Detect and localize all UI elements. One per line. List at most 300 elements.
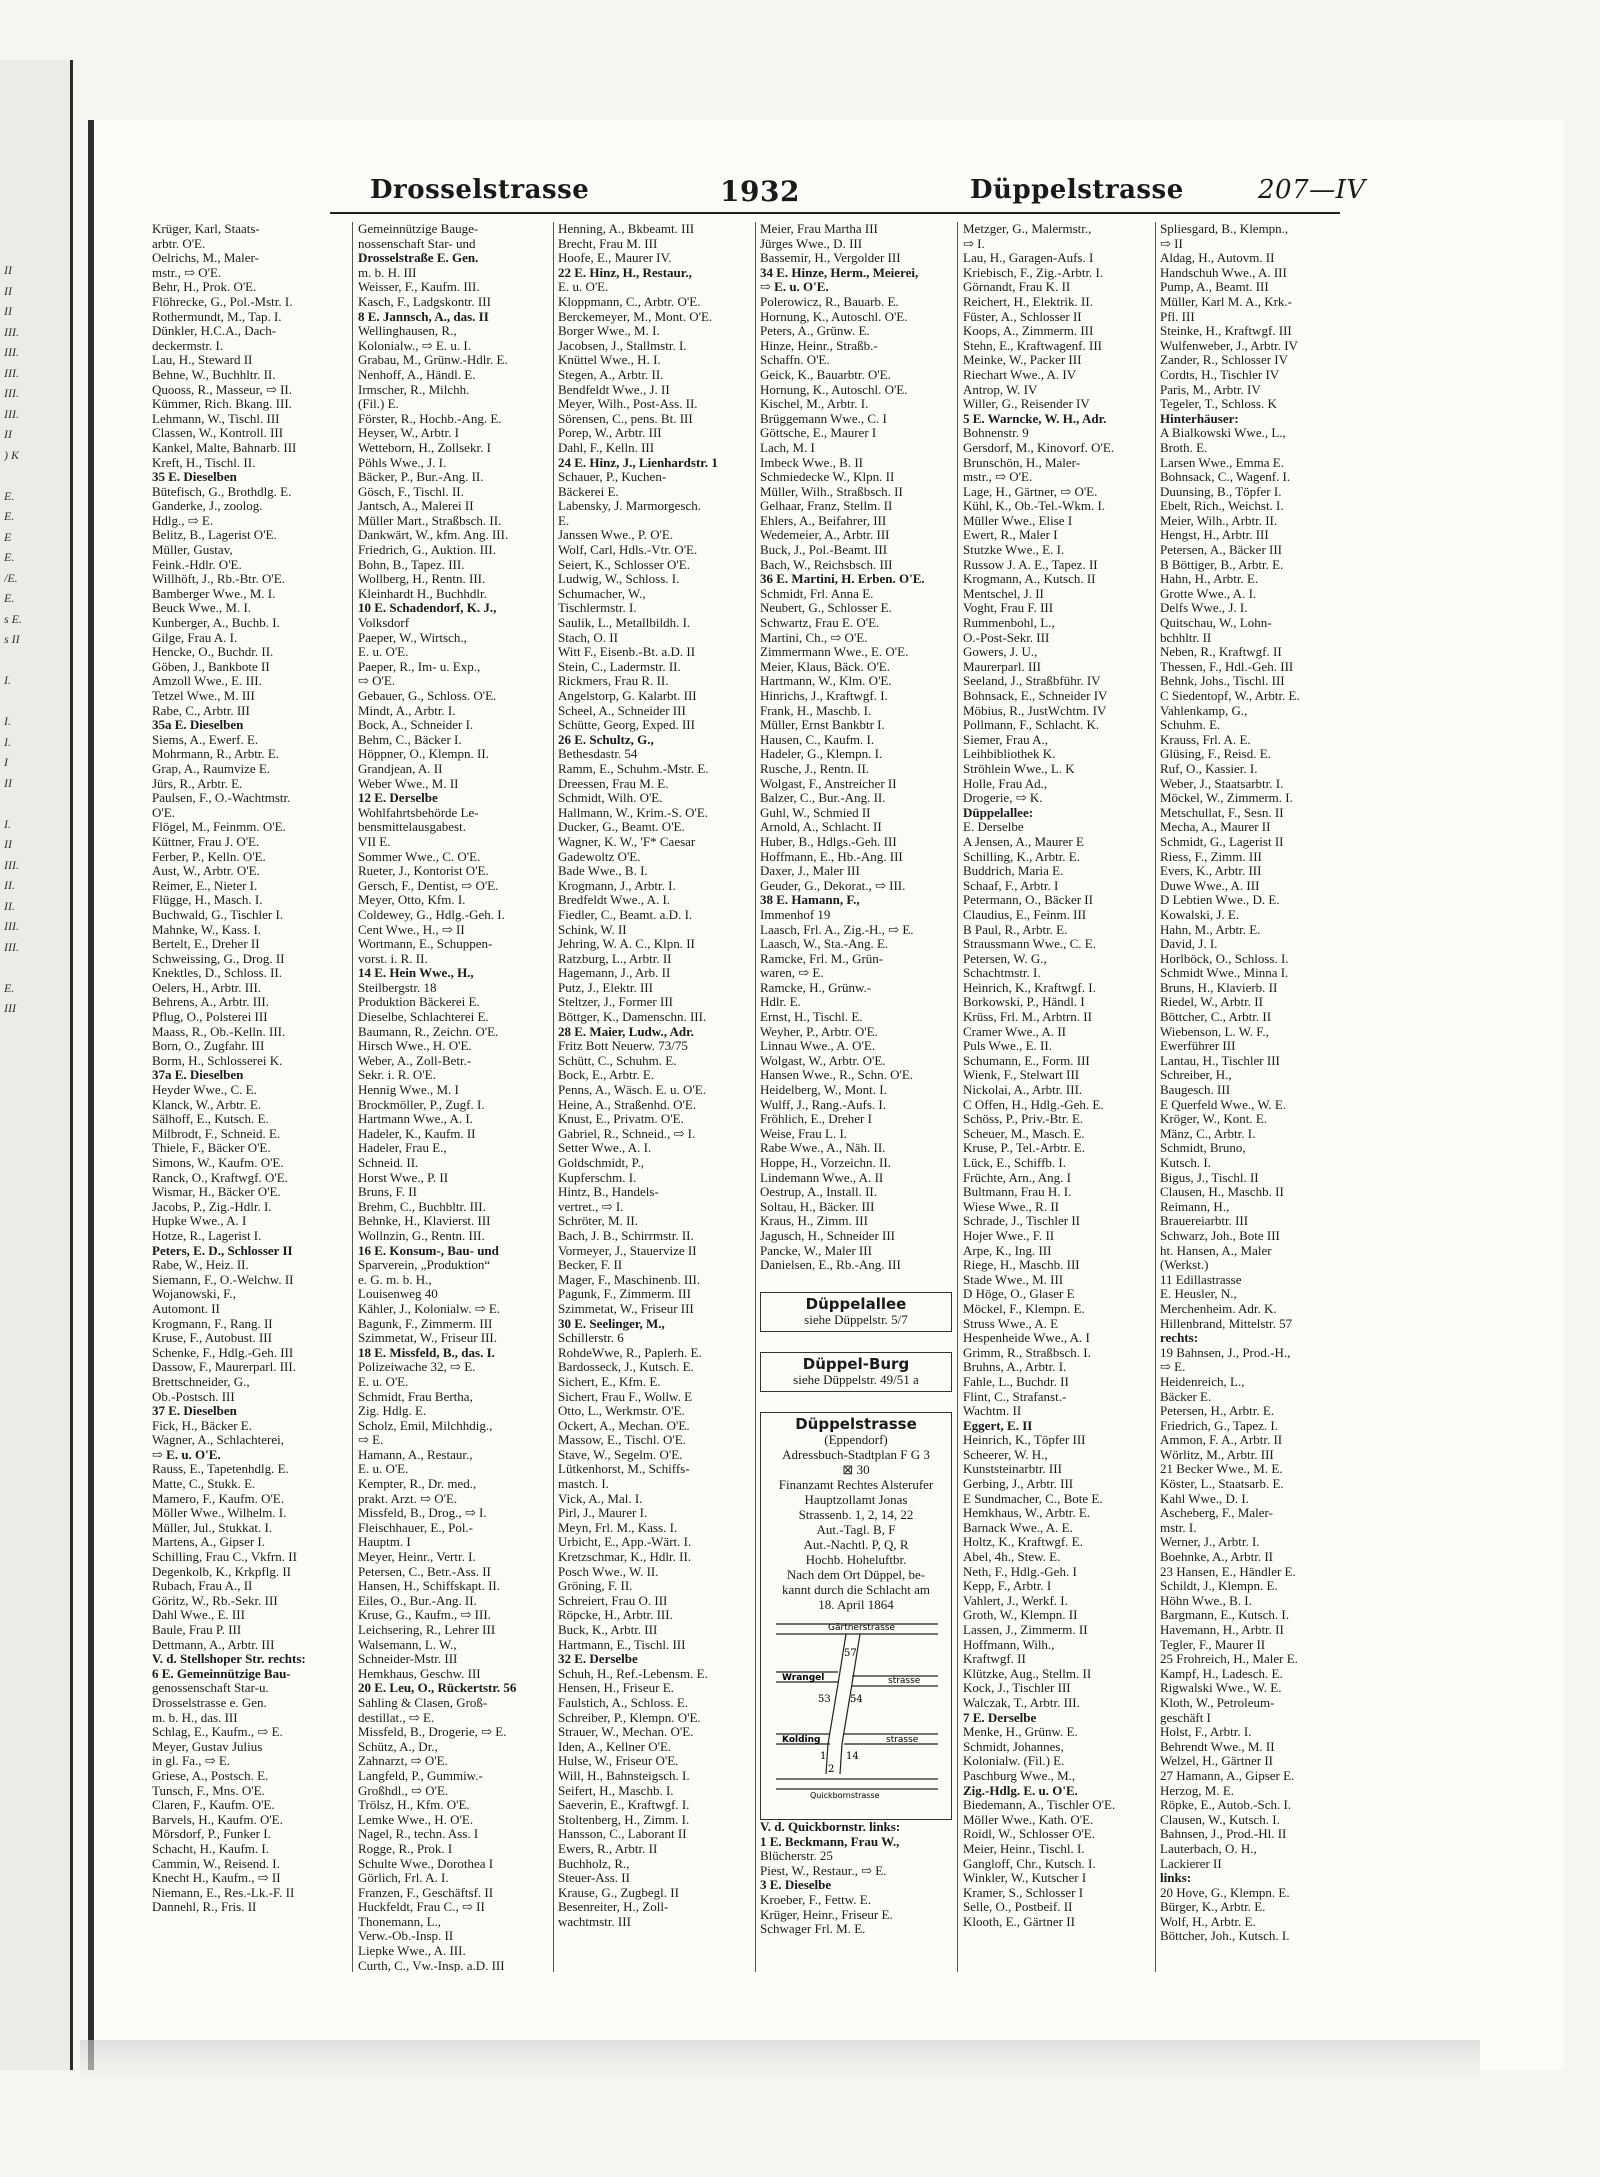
directory-entry-line: Pagunk, F., Zimmerm. III [558,1287,691,1302]
directory-entry-line: Gadewoltz O'E. [558,849,641,864]
directory-entry-line: Stade Wwe., M. III [963,1272,1064,1287]
directory-entry-line: Gebauer, G., Schloss. O'E. [358,689,497,703]
directory-entry-line: Stach, O. II [558,630,618,645]
directory-entry-line: Walsemann, L. W., [358,1637,457,1652]
directory-entry-line: Hinterhäuser: [1160,411,1239,426]
directory-entry-line: Heidelberg, W., Mont. I. [760,1083,887,1098]
directory-entry-line: Putz, J., Elektr. III [558,980,653,995]
directory-entry-line: 35 E. Dieselben [152,470,237,485]
margin-fragment: III. [4,939,19,954]
directory-entry-line: Lauterbach, O. H., [1160,1841,1257,1856]
directory-entry-line: Nenhoff, A., Händl. E. [358,367,476,382]
directory-entry-line: Ströhlein Wwe., L. K [963,761,1075,776]
directory-entry-line: Hartmann, W., Klm. O'E. [760,674,892,689]
directory-entry-line: Meinke, W., Packer III [963,353,1082,368]
directory-entry-line: Janssen Wwe., P. O'E. [558,528,674,543]
directory-entry-line: Knecht H., Kaufm., ⇨ II [152,1871,281,1886]
directory-entry-line: Ramcke, Frl. M., Grün- [760,951,884,966]
directory-entry-line: Siemann, F., O.-Welchw. II [152,1272,294,1287]
directory-entry-line: Hotze, R., Lagerist I. [152,1228,262,1243]
directory-entry-line: Lage, H., Gärtner, ⇨ O'E. [963,484,1098,499]
directory-entry-line: Bach, J. B., Schirrmstr. II. [558,1228,694,1243]
page-shadow [80,2040,1480,2080]
directory-entry-line: 10 E. Schadendorf, K. J., [358,601,497,616]
directory-entry-line: Hojer Wwe., F. II [963,1228,1055,1243]
directory-entry-line: Füster, A., Schlosser II [963,309,1082,324]
directory-entry-line: Röpke, E., Autob.-Sch. I. [1160,1798,1292,1813]
margin-fragment: II [4,837,12,851]
directory-entry-line: Wellinghausen, R., [358,324,457,339]
directory-entry-line: Hennig Wwe., M. I [358,1083,459,1098]
street-info-line: ⊠ 30 [842,1462,870,1477]
directory-entry-line: Siemer, Frau A., [963,732,1049,747]
directory-entry-line: Rabe, C., Arbtr. III [152,703,250,718]
directory-entry-line: Behrens, A., Arbtr. III. [152,995,269,1010]
directory-entry-line: O'E. [152,805,175,820]
directory-entry-line: Heyser, W., Arbtr. I [358,426,459,441]
directory-entry-line: Steuer-Ass. II [558,1871,630,1886]
directory-entry-line: Wachtm. II [963,1404,1022,1419]
directory-entry-line: Hallmann, W., Krim.-S. O'E. [558,805,709,820]
directory-entry-line: Sommer Wwe., C. O'E. [358,849,481,864]
directory-entry-line: 35a E. Dieselben [152,718,244,733]
margin-fragment: III. [4,386,19,400]
directory-entry-line: Krogmann, A., Kutsch. II [963,572,1096,587]
directory-entry-line: Weber, A., Zoll-Betr.- [358,1053,472,1068]
directory-entry-line: Evers, K., Arbtr. III [1160,864,1262,879]
directory-entry-line: Verw.-Ob.-Insp. II [358,1929,454,1944]
directory-entry-line: Kutsch. I. [1160,1156,1211,1170]
map-label-strasse: strasse [888,1676,921,1686]
directory-entry-line: Küttner, Frau J. O'E. [152,834,260,849]
directory-entry-line: Kraus, H., Zimm. III [760,1214,868,1229]
directory-entry-line: Wulff, J., Rang.-Aufs. I. [760,1097,886,1112]
directory-entry-line: Eiles, O., Bur.-Ang. II. [358,1593,477,1608]
directory-entry-line: Knüttel Wwe., H. I. [558,353,661,368]
directory-entry-line: Antrop, W. IV [963,382,1038,397]
directory-entry-line: Kümmer, Rich. Bkang. III. [152,397,292,412]
directory-entry-line: Henning, A., Bkbeamt. III [558,222,695,236]
right-street-heading: Düppelstrasse [970,175,1184,205]
directory-entry-line: Hamann, A., Restaur., [358,1447,473,1462]
directory-entry-line: Neubert, G., Schlosser E. [760,601,892,616]
directory-entry-line: Riechart Wwe., A. IV [963,367,1077,382]
directory-entry-line: Milbrodt, F., Schneid. E. [152,1126,281,1141]
directory-entry-line: Strauer, W., Mechan. O'E. [558,1725,694,1740]
directory-entry-line: Ramm, E., Schuhm.-Mstr. E. [558,761,709,776]
directory-entry-line: Hausen, C., Kaufm. I. [760,732,875,747]
directory-entry-line: Schweissing, G., Drog. II [152,951,285,966]
directory-entry-line: Arnold, A., Schlacht. II [760,820,882,835]
box-title: Düppelstrasse [795,1415,917,1433]
directory-entry-line: Behne, W., Buchhltr. II. [152,367,276,382]
directory-entry-line: Rubach, Frau A., II [152,1579,253,1594]
directory-entry-line: Gowers, J. U., [963,645,1038,660]
directory-entry-line: Meier, Klaus, Bäck. O'E. [760,659,890,674]
box-text: siehe Düppelstr. 49/51 a [793,1372,919,1387]
directory-entry-line: 20 Hove, G., Klempn. E. [1160,1885,1290,1900]
directory-entry-line: Borkowski, P., Händl. I [963,995,1085,1010]
directory-entry-line: Born, O., Zugfahr. III [152,1039,265,1054]
margin-fragment: I. [4,734,11,749]
directory-entry-line: Fleischhauer, E., Pol.- [358,1520,474,1535]
margin-fragment: E. [4,550,15,564]
directory-entry-line: Heine, A., Straßenhd. O'E. [558,1097,697,1112]
directory-entry-line: Hauptm. I [358,1535,411,1550]
margin-fragment [4,1101,54,1122]
directory-entry-line: Behr, H., Prok. O'E. [152,280,257,295]
directory-entry-line: Pollmann, F., Schlacht. K. [963,718,1100,733]
directory-entry-line: Weise, Frau L. I. [760,1126,848,1141]
directory-entry-line: VII E. [358,834,391,849]
directory-entry-line: Leihbibliothek K. [963,747,1056,762]
directory-entry-line: Martini, Ch., ⇨ O'E. [760,630,868,645]
directory-entry-line: Classen, W., Kontroll. III [152,426,284,441]
directory-entry-line: Besenreiter, H., Zoll- [558,1900,669,1915]
directory-entry-line: Görlich, Frl. A. I. [358,1871,449,1886]
directory-entry-line: Hirsch Wwe., H. O'E. [358,1039,472,1054]
directory-entry-line: Wollberg, H., Rentn. III. [358,572,486,587]
directory-entry-line: Willhöft, J., Rb.-Btr. O'E. [152,572,285,587]
directory-entry-line: Kepp, F., Arbtr. I [963,1579,1052,1594]
directory-entry-line: Bock, E., Arbtr. E. [558,1068,655,1083]
directory-entry-line: 3 E. Dieselbe [760,1878,832,1893]
directory-entry-line: Görnandt, Frau K. II [963,280,1071,295]
directory-entry-line: Köster, L., Staatsarb. E. [1160,1477,1284,1492]
directory-entry-line: Weber Wwe., M. II [358,776,459,791]
directory-entry-line: Müller, Karl M. A., Krk.- [1160,294,1292,309]
directory-entry-line: Hdlg., ⇨ E. [152,513,214,528]
directory-entry-line: Tegeler, T., Schloss. K [1160,397,1277,412]
directory-entry-line: Sahling & Clasen, Groß- [358,1695,488,1710]
directory-entry-line: 5 E. Warncke, W. H., Adr. [963,411,1107,426]
directory-entry-line: Tetzel Wwe., M. III [152,689,255,703]
directory-entry-line: Ammon, F. A., Arbtr. II [1160,1433,1283,1448]
directory-entry-line: Brunschön, H., Maler- [963,455,1081,470]
margin-fragment: I. [4,714,11,728]
street-map [768,1614,946,1802]
directory-entry-line: Aust, W., Arbtr. O'E. [152,864,260,879]
directory-entry-line: Vick, A., Mal. I. [558,1491,643,1506]
directory-entry-line: Bahnsen, J., Prod.-Hl. II [1160,1827,1287,1842]
directory-entry-line: Simons, W., Kaufm. O'E. [152,1156,284,1170]
directory-entry-line: Jacobs, P., Zig.-Hdlr. I. [152,1199,272,1214]
directory-entry-line: deckermstr. I. [152,338,224,353]
directory-entry-line: E. Derselbe [963,820,1024,835]
directory-entry-line: Wolgast, W., Arbtr. O'E. [760,1053,886,1068]
directory-entry-line: Massow, E., Tischl. O'E. [558,1433,686,1448]
directory-entry-line: E. u. O'E. [358,1374,409,1389]
directory-entry-line: Angelstorp, G. Kalarbt. III [558,689,697,703]
directory-entry-line: ⇨ O'E. [358,674,396,689]
directory-entry-line: Havemann, H., Arbtr. II [1160,1623,1284,1637]
directory-entry-line: Bigus, J., Tischl. II [1160,1170,1259,1185]
map-house-number: 14 [846,1751,859,1762]
directory-entry-line: Flögel, M., Feinmm. O'E. [152,820,286,835]
directory-entry-line: Wiebenson, L. W. F., [1160,1024,1269,1039]
directory-entry-line: Polizeiwache 32, ⇨ E. [358,1360,476,1375]
directory-entry-line: Kroeber, F., Fettw. E. [760,1892,871,1907]
directory-entry-line: Düppelallee: [963,805,1034,820]
directory-entry-line: Gersch, F., Dentist, ⇨ O'E. [358,878,499,893]
directory-entry-line: Walczak, T., Arbtr. III. [963,1695,1080,1710]
directory-entry-line: Jürges Wwe., D. III [760,236,863,251]
directory-entry-line: Kahl Wwe., D. I. [1160,1491,1249,1506]
directory-entry-line: E. Heusler, N., [1160,1287,1237,1302]
directory-entry-line: Bruhns, A., Arbtr. I. [963,1360,1067,1375]
directory-entry-line: Dahl, F., Kelln. III [558,440,655,455]
directory-entry-line: Kriebisch, F., Zig.-Arbtr. I. [963,265,1104,280]
directory-entry-line: Schneid. II. [358,1156,419,1170]
directory-entry-line: Gersdorf, M., Kinovorf. O'E. [963,440,1115,455]
directory-entry-line: Hansen Wwe., R., Schn. O'E. [760,1068,914,1083]
directory-entry-line: Krüss, Frl. M., Arbtrn. II [963,1010,1092,1025]
directory-entry-line: Ratzburg, L., Arbtr. II [558,951,672,966]
directory-entry-line: Trölsz, H., Kfm. O'E. [358,1798,470,1813]
directory-entry-line: 22 E. Hinz, H., Restaur., [558,265,692,280]
directory-entry-line: Matte, C., Stukk. E. [152,1477,256,1492]
directory-entry-line: Lau, H., Steward II [152,353,253,368]
directory-entry-line: 18 E. Missfeld, B., das. I. [358,1345,495,1360]
directory-entry-line: Frank, H., Maschb. I. [760,703,872,718]
directory-entry-line: Riege, H., Maschb. III [963,1258,1080,1273]
directory-entry-line: Witt F., Eisenb.-Bt. a.D. II [558,645,696,660]
directory-entry-line: Herzog, M. E. [1160,1783,1235,1798]
directory-entry-line: Dreessen, Frau M. E. [558,776,669,791]
directory-entry-line: A Jensen, A., Maurer E [963,834,1084,849]
directory-entry-line: Kloth, W., Petroleum- [1160,1695,1275,1710]
directory-entry-line: Grap, A., Raumvize E. [152,761,271,776]
directory-entry-line: Bade Wwe., B. I. [558,864,648,879]
directory-entry-line: Schwarz, Joh., Bote III [1160,1228,1280,1243]
directory-entry-line: Nickolai, A., Arbtr. III. [963,1083,1083,1098]
directory-entry-line: E. u. O'E. [558,280,609,295]
directory-entry-line: Berckemeyer, M., Mont. O'E. [558,309,713,324]
directory-entry-line: Hagemann, J., Arb. II [558,966,671,981]
directory-entry-line: ⇨ E. u. O'E. [152,1447,221,1462]
directory-entry-line: Steltzer, J., Former III [558,995,674,1010]
directory-entry-line: Krüger, Karl, Staats- [152,222,260,236]
directory-entry-line: Kasch, F., Ladgskontr. III [358,294,491,309]
directory-entry-line: Kunberger, A., Buchb. I. [152,616,280,631]
directory-entry-line: 6 E. Gemeinnützige Bau- [152,1666,291,1681]
directory-entry-line: Werner, J., Arbtr. I. [1160,1535,1260,1550]
directory-entry-line: Ferber, P., Kelln. O'E. [152,849,266,864]
directory-entry-line: Mänz, C., Arbtr. I. [1160,1126,1256,1141]
directory-entry-line: Bürger, K., Arbtr. E. [1160,1900,1266,1915]
directory-entry-line: Fick, H., Bäcker E. [152,1418,253,1433]
directory-entry-line: Tunsch, F., Mns. O'E. [152,1783,265,1798]
directory-entry-line: Zig. Hdlg. E. [358,1404,427,1419]
directory-entry-line: Dünkler, H.C.A., Dach- [152,324,277,339]
directory-entry-line: Reichert, H., Elektrik. II. [963,294,1093,309]
margin-fragment [4,465,54,486]
map-label-wrangel: Wrangel [782,1673,825,1683]
map-house-number: 54 [850,1694,863,1705]
directory-entry-line: Petersen, H., Arbtr. E. [1160,1404,1275,1419]
directory-entry-line: Otto, L., Werkmstr. O'E. [558,1404,685,1419]
directory-entry-line: Dassow, F., Maurerparl. III. [152,1360,296,1375]
directory-entry-line: Ob.-Postsch. III [152,1389,235,1404]
directory-entry-line: Hadeler, Frau E., [358,1141,447,1156]
column-divider [957,222,958,1972]
directory-entry-line: Kruse, P., Tel.-Arbtr. E. [963,1141,1085,1156]
directory-entry-line: Blücherstr. 25 [760,1849,833,1864]
directory-entry-line: Puls Wwe., E. II. [963,1039,1052,1054]
directory-column-2 [358,222,548,1972]
directory-entry-line: Menke, H., Grünw. E. [963,1725,1078,1740]
margin-fragment: s II [4,632,20,646]
page-number: 207—IV [1258,175,1366,205]
left-page-edge [0,60,73,2070]
directory-entry-line: Dankwärt, W., kfm. Ang. III. [358,528,509,543]
directory-entry-line: Schreiber, H., [1160,1068,1232,1083]
directory-entry-line: Kunststeinarbtr. III [963,1462,1062,1477]
margin-fragment [4,1060,54,1081]
directory-entry-line: Meier, Heinr., Tischl. I. [963,1841,1085,1856]
column-divider [352,222,353,1972]
directory-entry-line: Bendfeldt Wwe., J. II [558,382,670,397]
directory-entry-line: Möckel, W., Zimmerm. I. [1160,791,1293,806]
directory-entry-line: Dettmann, A., Arbtr. III [152,1637,275,1652]
directory-entry-line: Kramer, S., Schlosser I [963,1885,1084,1900]
directory-entry-line: Brettschneider, G., [152,1374,250,1389]
directory-entry-line: (Fil.) E. [358,397,399,412]
directory-entry-line: Langfeld, P., Gummiw.- [358,1768,483,1783]
directory-entry-line: Dieselbe, Schlachterei E. [358,1010,489,1025]
directory-entry-line: Scheerer, W. H., [963,1447,1048,1462]
margin-fragment: III. [4,345,19,359]
directory-entry-line: Heidenreich, L., [1160,1374,1245,1389]
directory-entry-line: Paeper, R., Im- u. Exp., [358,659,481,674]
directory-entry-line: Schmiedecke W., Klpn. II [760,470,895,485]
directory-entry-line: Grandjean, A. II [358,761,443,776]
directory-entry-line: Wagner, K. W., 'F* Caesar [558,834,696,849]
margin-fragment [4,691,54,712]
directory-entry-line: Duunsing, B., Töpfer I. [1160,484,1282,499]
margin-fragment: III. [4,324,19,339]
directory-entry-line: Larsen Wwe., Emma E. [1160,455,1284,470]
directory-entry-line: Ramcke, H., Grünw.- [760,980,872,995]
margin-fragment: II. [4,878,15,892]
directory-entry-line: Wollnzin, G., Rentn. III. [358,1228,485,1243]
directory-entry-line: Hulse, W., Friseur O'E. [558,1754,679,1769]
directory-entry-line: Großhdl., ⇨ O'E. [358,1783,449,1798]
directory-entry-line: Bock, A., Schneider I. [358,718,474,733]
directory-entry-line: Schmidt, Frau Bertha, [358,1389,473,1404]
directory-entry-line: Biedemann, A., Tischler O'E. [963,1798,1116,1813]
directory-entry-line: Baumann, R., Zeichn. O'E. [358,1024,499,1039]
directory-entry-line: Rabe Wwe., A., Näh. II. [760,1141,886,1156]
directory-entry-line: Schachtmstr. I. [963,966,1041,981]
street-info-line: Hauptzollamt Jonas [804,1492,908,1507]
street-info-line: Aut.-Nachtl. P, Q, R [803,1537,909,1552]
directory-entry-line: B Böttiger, B., Arbtr. E. [1160,557,1284,572]
map-label-strasse: strasse [886,1735,919,1745]
directory-entry-line: Neth, F., Hdlg.-Geh. I [963,1564,1077,1579]
street-info-line: Finanzamt Rechtes Alsterufer [778,1477,934,1492]
directory-entry-line: Bertelt, E., Dreher II [152,937,260,952]
directory-entry-line: Laasch, W., Sta.-Ang. E. [760,937,889,952]
directory-entry-line: Hoppe, H., Vorzeichn. II. [760,1156,891,1170]
map-label-kolding: Kolding [782,1735,821,1745]
directory-entry-line: Hdlr. E. [760,995,801,1010]
directory-entry-line: D Höge, O., Glaser E [963,1287,1075,1302]
directory-entry-line: Soltau, H., Bäcker. III [760,1199,875,1214]
directory-entry-line: Hupke Wwe., A. I [152,1214,247,1229]
directory-entry-line: 1 E. Beckmann, Frau W., [760,1834,900,1849]
directory-entry-line: Griese, A., Postsch. E. [152,1768,269,1783]
directory-entry-line: Mentschel, J. II [963,586,1044,601]
directory-entry-line: Coldewey, G., Hdlg.-Geh. I. [358,907,505,922]
directory-entry-line: Clausen, W., Kutsch. I. [1160,1812,1280,1827]
directory-entry-line: Schillerstr. 6 [558,1331,624,1346]
directory-entry-line: Reimer, E., Nieter I. [152,878,258,893]
directory-entry-line: Schuhm. E. [1160,718,1221,733]
directory-entry-line: C Siedentopf, W., Arbtr. E. [1160,689,1300,703]
directory-entry-line: Schreiert, Frau O. III [558,1593,668,1608]
margin-fragment: E [4,529,12,544]
directory-entry-line: Bultmann, Frau H. I. [963,1185,1072,1200]
directory-entry-line: vertret., ⇨ I. [558,1199,624,1214]
map-house-number: 57 [844,1648,857,1659]
directory-entry-line: Aldag, H., Autovm. II [1160,251,1275,266]
left-margin-fragments [4,260,54,1162]
directory-entry-line: Porep, W., Arbtr. III [558,426,662,441]
directory-entry-line: Schumann, E., Form. III [963,1053,1090,1068]
directory-entry-line: Rueter, J., Kontorist O'E. [358,864,489,879]
directory-entry-line: Gösch, F., Tischl. II. [358,484,464,499]
directory-entry-line: Peters, A., Grünw. E. [760,324,870,339]
directory-entry-line: Lassen, J., Zimmerm. II [963,1623,1088,1637]
directory-entry-line: ⇨ E. [358,1433,384,1448]
directory-entry-line: Niemann, E., Res.-Lk.-F. II [152,1885,295,1900]
directory-entry-line: Rabe, W., Heiz. II. [152,1258,249,1273]
street-info-line: kannt durch die Schlacht am [781,1582,930,1597]
directory-entry-line: Barvels, H., Kaufm. O'E. [152,1812,283,1827]
directory-entry-line: Kühl, K., Ob.-Tel.-Wkm. I. [963,499,1106,514]
directory-entry-line: 28 E. Maier, Ludw., Adr. [558,1024,694,1039]
directory-entry-line: Bohnsack, C., Wagenf. I. [1160,470,1291,485]
directory-entry-line: Möller Wwe., Wilhelm. I. [152,1506,287,1521]
directory-entry-line: Schink, W. II [558,922,627,937]
directory-entry-line: Rummenbohl, L., [963,616,1055,631]
directory-entry-line: Ewert, R., Maler I [963,528,1058,543]
directory-entry-line: Schmidt, Bruno, [1160,1141,1246,1156]
directory-entry-line: E. [558,513,570,528]
directory-entry-line: Bütefisch, G., Brothdlg. E. [152,484,292,499]
street-info-lines [761,1432,951,1612]
directory-entry-line: Oelers, H., Arbtr. III. [152,980,262,995]
directory-entry-line: Wetteborn, H., Zollsekr. I [358,440,491,455]
directory-entry-line: Bäcker E. [1160,1389,1212,1404]
directory-entry-line: Röpcke, H., Arbtr. III. [558,1608,673,1623]
margin-fragment: III. [4,857,19,872]
directory-entry-line: Ockert, A., Mechan. O'E. [558,1418,690,1433]
directory-entry-line: Krause, G., Zugbegl. II [558,1885,679,1900]
directory-entry-line: Klützke, Aug., Stellm. II [963,1666,1092,1681]
directory-entry-line: Setter Wwe., A. I. [558,1141,652,1156]
directory-entry-line: Friedrich, G., Auktion. III. [358,543,496,558]
directory-entry-line: Heinrich, K., Töpfer III [963,1433,1086,1448]
directory-entry-line: Degenkolb, K., Krkpflg. II [152,1564,291,1579]
directory-entry-line: Thonemann, L., [358,1914,442,1929]
directory-entry-line: 26 E. Schultz, G., [558,732,654,747]
directory-entry-line: Möller Wwe., Kath. O'E. [963,1812,1094,1827]
directory-entry-line: Drosselstrasse e. Gen. [152,1695,267,1710]
directory-entry-line: Böttger, K., Damenschn. III. [558,1010,707,1025]
directory-entry-line: Wörlitz, M., Arbtr. III [1160,1447,1274,1462]
